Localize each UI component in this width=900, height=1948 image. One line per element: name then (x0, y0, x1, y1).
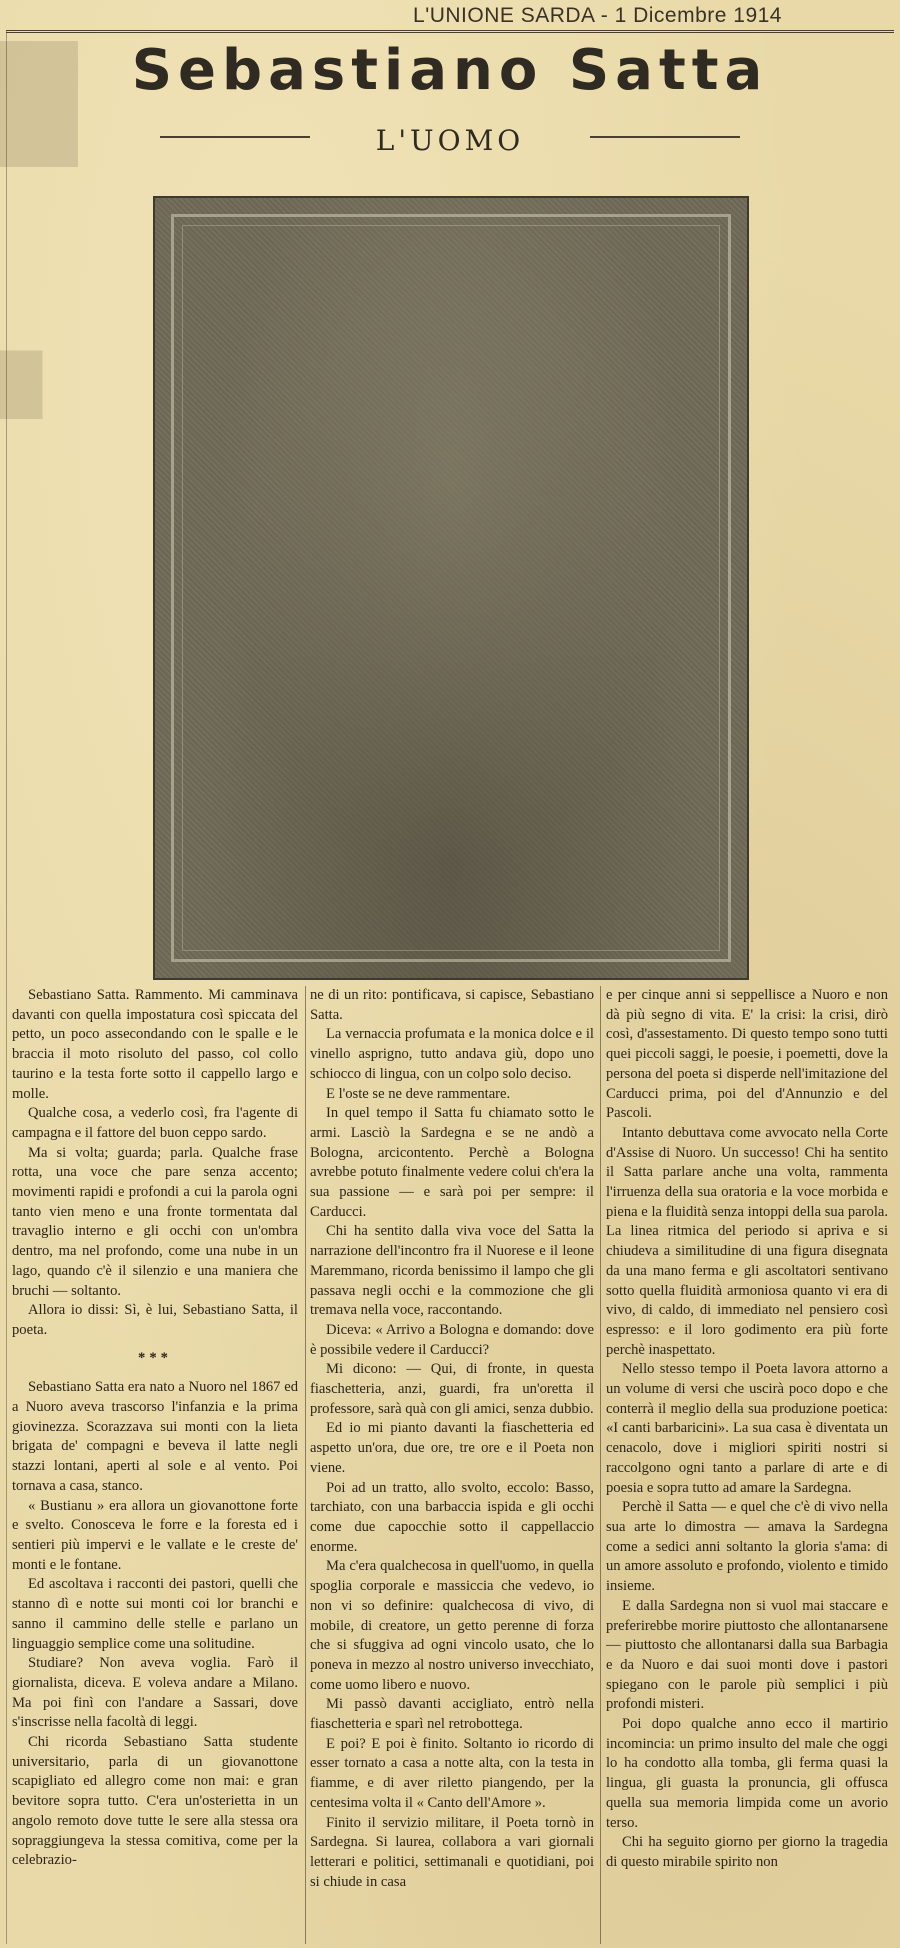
page-edge-rule (6, 30, 7, 1944)
article-paragraph: Poi ad un tratto, allo svolto, eccolo: Basso, tarchiato, con una barbaccia ispida e gli occhi come due capocchie sotto il cappellaccio enorme. (310, 1479, 594, 1555)
article-paragraph: Allora io dissi: Sì, è lui, Sebastiano Satta, il poeta. (12, 1302, 298, 1338)
article-paragraph: E poi? E poi è finito. Soltanto io ricordo di esser tornato a casa a notte alta, con la testa in fiamme, e di aver riletto piangendo, per la centesima volta il « Canto dell'Amore ». (310, 1735, 594, 1811)
masthead-rule (6, 30, 894, 33)
article-column-1 (12, 986, 298, 1944)
masthead: L'UNIONE SARDA - 1 Dicembre 1914 (413, 4, 782, 27)
article-paragraph: Perchè il Satta — e quel che c'è di vivo nella sua arte lo dimostra — amava la Sardegna come a sedici anni soltanto la gloria s'ama: di un amore assoluto e profondo, violento e timido insieme. (606, 1499, 888, 1595)
article-paragraph: Mi dicono: — Qui, di fronte, in questa fiaschetteria, anzi, guardi, fra un'oretta il professore, sarà quà con gli amici, senza dubbio. (310, 1361, 594, 1417)
article-column-2 (310, 986, 594, 1944)
article-paragraph: ne di un rito: pontificava, si capisce, Sebastiano Satta. (310, 987, 594, 1023)
article-paragraph: Finito il servizio militare, il Poeta tornò in Sardegna. Si laurea, collabora a vari giornali letterari e politici, settimanali e quotidiani, poi si chiude in casa (310, 1814, 594, 1890)
article-paragraph: Sebastiano Satta. Rammento. Mi camminava davanti con quella impostatura così spiccata del petto, un poco assecondando con le spalle e le braccia il moto risoluto del passo, col collo taurino e la testa forte sotto il cappello largo e molle. (12, 987, 298, 1102)
article-paragraph: Chi ha sentito dalla viva voce del Satta la narrazione dell'incontro fra il Nuorese e il leone Maremmano, ricorda benissimo il lampo che gli passava negli occhi e la commozione che gli tremava nella voce, raccontando. (310, 1223, 594, 1319)
article-paragraph: Ed io mi pianto davanti la fiaschetteria ed aspetto un'ora, due ore, tre ore e il Poeta non viene. (310, 1420, 594, 1476)
article-paragraph: « Bustianu » era allora un giovanottone forte e svelto. Conosceva le forre e la foresta ed i sentieri più impervi e le vallate e le creste de' monti e le fontane. (12, 1497, 298, 1573)
portrait-photo (153, 196, 749, 980)
article-paragraph: e per cinque anni si seppellisce a Nuoro e non dà più segno di vita. E' la crisi: la crisi, dirò così, d'assestamento. Di questo tempo sono tutti quei piccoli saggi, le poesie, i poemetti, dove la persona del poeta si disperde nell'imitazione del Carducci prima, poi del d'Annunzio e del Pascoli. (606, 987, 888, 1122)
article-paragraph: Sebastiano Satta era nato a Nuoro nel 1867 ed a Nuoro aveva trascorso l'infanzia e la prima giovinezza. Scorazzava sui monti con la lieta brigata de' compagni e beveva il latte negli stazzi lontani, aperti al sole e al vento. Poi tornava a casa, stanco. (12, 1379, 298, 1494)
photo-frame (171, 214, 731, 962)
article-paragraph: E dalla Sardegna non si vuol mai staccare e preferirebbe morire piuttosto che allontanarsene — piuttosto che allontanarsi dalla sua Barbagia e da Nuoro e dai suoi monti dove i pastori spiegano con le parole più semplici i più profondi misteri. (606, 1597, 888, 1713)
article-paragraph: In quel tempo il Satta fu chiamato sotto le armi. Lasciò la Sardegna e se ne andò a Bologna, arcicontento. Perchè a Bologna avrebbe potuto finalmente vedere colui ch'era la sua passione — e sarà poi per sempre: il Carducci. (310, 1105, 594, 1220)
article-paragraph: Nello stesso tempo il Poeta lavora attorno a un volume di versi che uscirà poco dopo e che conterrà il meglio della sua produzione poetica: «I canti barbaricini». La sua casa è diventata un cenacolo, dove i migliori spiriti nostri si raccolgono ogni tanto a parlare di arte e di poesia e sopra tutto ad amare la Sardegna. (606, 1361, 888, 1496)
article-paragraph: Poi dopo qualche anno ecco il martirio incomincia: un primo insulto del male che oggi lo ha condotto alla tomba, gli ferma quasi la lingua, gli guasta la pronuncia, gli offusca quella sua memoria limpida come un avorio terso. (606, 1716, 888, 1831)
column-separator-2 (600, 986, 601, 1944)
ghost-print-2: █ (0, 351, 43, 418)
ghost-print-1: █ (0, 42, 78, 165)
article-column-3 (606, 986, 888, 1944)
article-paragraph: Qualche cosa, a vederlo così, fra l'agente di campagna e il fattore del buon ceppo sardo. (12, 1105, 298, 1141)
article-paragraph: La vernaccia profumata e la monica dolce e il vinello asprigno, tutto andava giù, dopo uno schiocco di lingua, con un colpo solo deciso. (310, 1026, 594, 1082)
article-paragraph: Studiare? Non aveva voglia. Farò il giornalista, diceva. E voleva andare a Milano. Ma poi finì con l'andare a Sassari, dove s'inscrisse nella facoltà di leggi. (12, 1655, 298, 1731)
article-paragraph: Chi ricorda Sebastiano Satta studente universitario, parla di un giovanottone scapigliato ed allegro come non mai: e gran bevitore sopra tutto. C'era un'osterietta in un angolo remoto dove tutte le sere alla stessa ora sopraggiungeva la stessa comitiva, come per la celebrazio- (12, 1734, 298, 1869)
column-separator-1 (305, 986, 306, 1944)
article-subtitle-block (160, 124, 740, 160)
article-title: Sebastiano Satta (131, 38, 769, 103)
article-paragraph: Chi ha seguito giorno per giorno la tragedia di questo mirabile spirito non (606, 1834, 888, 1870)
article-paragraph: E l'oste se ne deve rammentare. (326, 1085, 511, 1102)
article-paragraph: Intanto debuttava come avvocato nella Corte d'Assise di Nuoro. Un successo! Chi ha sentito il Satta parlare anche una volta, rammenta l'irruenza della sua oratoria e la voce morbida e piena e la fluidità senza intoppi della sua parola. La linea ritmica del periodo si apriva e si chiudeva a similitudine di una figura disegnata da una mano ferma e gli ascoltatori sentivano sotto quella fluidità armoniosa quanto vi era di vivo, di caldo, di immediato nel pensiero così espresso: e il loro godimento era più forte perchè inaspettato. (606, 1124, 888, 1358)
photo-inner-frame (182, 225, 720, 951)
section-divider: *** (138, 1349, 172, 1366)
subtitle-rule-right (590, 136, 740, 138)
article-paragraph: Ed ascoltava i racconti dei pastori, quelli che stanno dì e notte sui monti coi lor branchi e sanno il cammino delle stelle e parlano un linguaggio semplice come una solitudine. (12, 1576, 298, 1652)
article-subtitle: L'UOMO (375, 124, 525, 157)
article-paragraph: Diceva: « Arrivo a Bologna e domando: dove è possibile vedere il Carducci? (310, 1321, 594, 1358)
article-paragraph: Ma c'era qualchecosa in quell'uomo, in quella spoglia corporale e massiccia che vedevo, io non vi so definire: qualchecosa di vivo, di mobile, di creatore, un getto perenne di forza che si sfuggiva ad ogni vincolo usato, che lo poneva in mezzo al nostro universo invecchiato, come uomo libero e nuovo. (310, 1558, 594, 1693)
article-paragraph: Ma si volta; guarda; parla. Qualche frase rotta, una voce che pare senza accento; movimenti rapidi e profondi a cui la parola ogni tanto vien meno e una fronte tormentata dal travaglio interno e gli occhi con un'ombra dentro, ma nel profondo, come una nube in un lago, quando c'è il silenzio e una maniera che bruchi — soltanto. (12, 1144, 298, 1299)
article-paragraph: Mi passò davanti accigliato, entrò nella fiaschetteria e sparì nel retrobottega. (310, 1696, 594, 1733)
